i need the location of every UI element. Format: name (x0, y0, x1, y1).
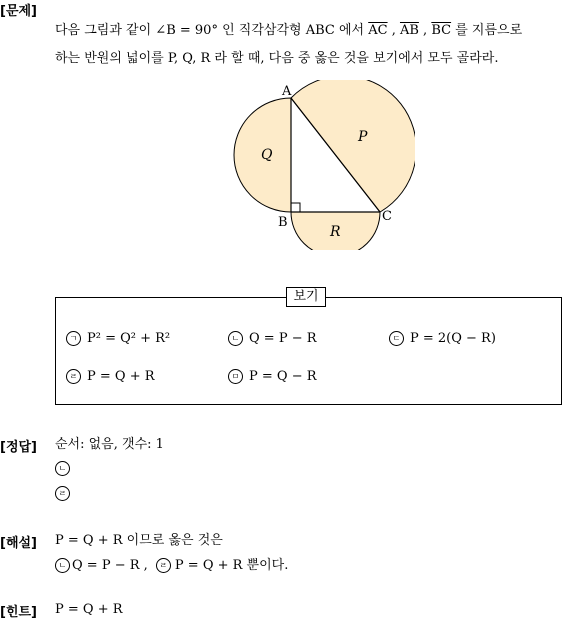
choice-1-mark: ㄱ (66, 331, 81, 346)
choice-4-text: P = Q + R (87, 369, 155, 384)
vertex-a-label: A (282, 84, 292, 99)
answer-mark-1: ㄴ (55, 461, 70, 476)
choice-2-text: Q = P − R (249, 331, 317, 346)
answer-mark-2: ㄹ (55, 486, 70, 501)
right-angle-mark (291, 203, 300, 212)
choice-5-text: P = Q − R (249, 369, 317, 384)
segment-bc: $\overline{BC}$ (431, 23, 452, 38)
vertex-b-label: B (278, 215, 288, 230)
separator-1: , (387, 23, 400, 38)
answer-mark-2-row (55, 485, 76, 503)
choices-box-title: 보기 (286, 287, 326, 307)
problem-line-1 (55, 22, 522, 40)
separator-2: , (418, 23, 432, 38)
choice-1 (66, 331, 170, 346)
hint-text: P = Q + R (55, 602, 123, 617)
choice-5 (228, 369, 317, 384)
semicircle-p (291, 80, 415, 212)
segment-ac: $\overline{AC}$ (368, 23, 388, 38)
area-p-label: P (358, 129, 368, 145)
problem-label: [문제] (0, 4, 37, 19)
choices-box (55, 297, 562, 405)
choice-4-mark: ㄹ (66, 369, 81, 384)
area-q-label: Q (261, 147, 273, 163)
problem-line-1-post: 를 지름으로 (451, 23, 523, 38)
choice-2-mark: ㄴ (228, 331, 243, 346)
choice-4 (66, 369, 155, 384)
solution-text-2: P = Q + R 뿐이다. (174, 558, 289, 573)
semicircle-figure (225, 80, 415, 250)
problem-line-2: 하는 반원의 넓이를 P, Q, R 라 할 때, 다음 중 옳은 것을 보기에서 모두 골라라. (55, 51, 499, 66)
solution-mark-2: ㄹ (156, 558, 171, 573)
hint-label: [힌트] (0, 605, 37, 620)
solution-line-2 (55, 557, 288, 575)
segment-ab: $\overline{AB}$ (399, 23, 419, 38)
solution-label: [해설] (0, 536, 37, 551)
answer-mark-1-row (55, 460, 76, 478)
choice-3-mark: ㄷ (389, 331, 404, 346)
choice-3 (389, 331, 496, 346)
answer-line-1: 순서: 없음, 갯수: 1 (55, 437, 164, 452)
choice-2 (228, 331, 317, 346)
solution-mark-1: ㄴ (55, 558, 70, 573)
vertex-c-label: C (382, 209, 392, 224)
choice-5-mark: ㅁ (228, 369, 243, 384)
answer-label: [정답] (0, 440, 37, 455)
solution-line-1: P = Q + R 이므로 옳은 것은 (55, 533, 223, 548)
choice-1-text: P² = Q² + R² (87, 331, 171, 346)
area-r-label: R (330, 224, 341, 240)
choice-3-text: P = 2(Q − R) (410, 331, 496, 346)
solution-text-1: Q = P − R , (72, 558, 148, 573)
problem-line-1-pre: 다음 그림과 같이 ∠B = 90° 인 직각삼각형 ABC 에서 (55, 23, 369, 38)
